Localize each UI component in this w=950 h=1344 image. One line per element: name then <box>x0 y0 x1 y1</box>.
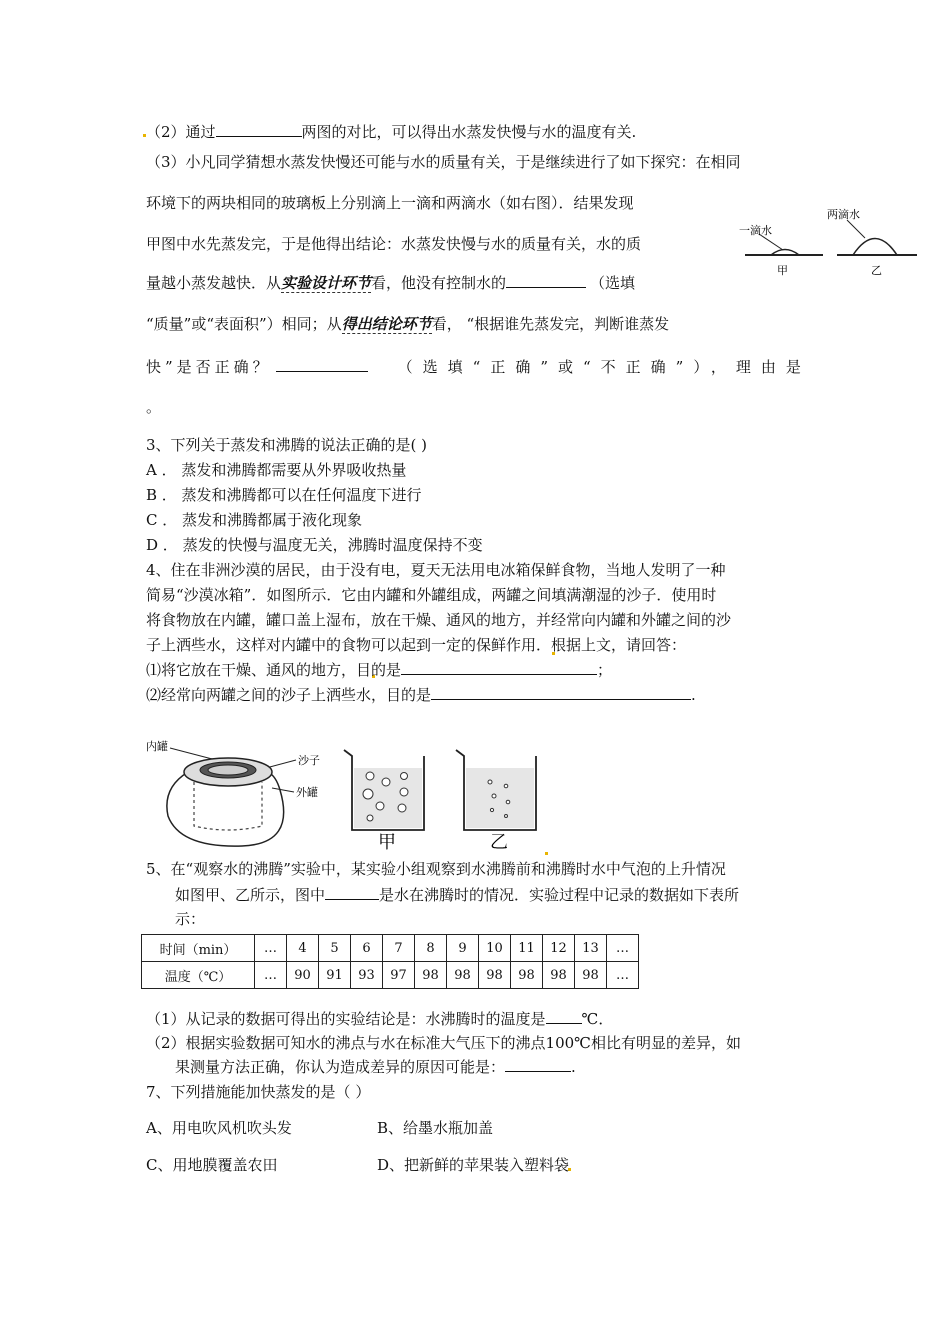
q2-sub3-line3: 甲图中水先蒸发完，于是他得出结论：水蒸发快慢与水的质量有关，水的质 <box>146 235 642 253</box>
q4-line1: 4、住在非洲沙漠的居民，由于没有电，夏天无法用电冰箱保鲜食物，当地人发明了一种 <box>146 561 726 579</box>
q3-option-a[interactable]: A ． 蒸发和沸腾都需要从外界吸收热量 <box>146 461 407 479</box>
answer-blank[interactable] <box>546 1008 582 1024</box>
table-cell: 98 <box>575 962 607 989</box>
answer-blank[interactable] <box>216 121 302 137</box>
q2-sub3-line6-b: （选填“正确”或“不正确”），理由是 <box>397 358 811 376</box>
beaker-jia <box>338 746 438 850</box>
q5-line3: 示： <box>175 910 206 928</box>
q3-option-b[interactable]: B ． 蒸发和沸腾都可以在任何温度下进行 <box>146 486 422 504</box>
q4-sub1 <box>146 659 612 681</box>
table-cell: 98 <box>479 962 511 989</box>
table-cell: 9 <box>447 935 479 962</box>
q2-sub3-line5-b: 看， “根据谁先蒸发完，判断谁蒸发 <box>431 315 670 333</box>
boiling-data-table <box>141 934 639 989</box>
label-inner-pot: 内罐 <box>146 740 168 753</box>
water-drop-figure <box>735 200 925 280</box>
emphasis-design: 实验设计环节 <box>281 274 372 292</box>
table-cell: 98 <box>543 962 575 989</box>
q7-stem: 7、下列措施能加快蒸发的是（ ） <box>146 1083 371 1101</box>
answer-blank[interactable] <box>506 272 586 288</box>
emphasis-conclusion: 得出结论环节 <box>341 315 432 333</box>
q5-sub2-line2-post: . <box>571 1058 576 1076</box>
q2-sub3-line5 <box>146 313 669 335</box>
q2-sub3-line6 <box>146 356 811 378</box>
q7-option-a[interactable]: A、用电吹风机吹头发 <box>146 1119 292 1137</box>
table-header-temp: 温度（℃） <box>142 962 255 989</box>
table-cell: 11 <box>511 935 543 962</box>
q5-sub1-pre: （1）从记录的数据可得出的实验结论是：水沸腾时的温度是 <box>146 1010 546 1028</box>
q4-sub2-post: . <box>691 686 696 704</box>
table-cell: 91 <box>319 962 351 989</box>
q4-sub1-post: ； <box>597 661 613 679</box>
q2-sub3-line4-a: 量越小蒸发越快．从 <box>146 274 282 292</box>
q2-sub3-line4 <box>146 272 635 294</box>
q2-sub3-line1: （3）小凡同学猜想水蒸发快慢还可能与水的质量有关，于是继续进行了如下探究：在相同 <box>146 153 741 171</box>
table-row-time <box>142 935 639 962</box>
q2-sub2-pre: （2）通过 <box>146 123 216 141</box>
answer-blank[interactable] <box>505 1056 571 1072</box>
q5-sub2-line1: （2）根据实验数据可知水的沸点与水在标准大气压下的沸点100℃相比有明显的差异，如 <box>146 1034 741 1052</box>
table-cell: 98 <box>447 962 479 989</box>
q5-sub2-line2-pre: 果测量方法正确，你认为造成差异的原因可能是： <box>175 1058 506 1076</box>
table-cell: 8 <box>415 935 447 962</box>
table-cell: 13 <box>575 935 607 962</box>
table-cell: 97 <box>383 962 415 989</box>
label-one-drop: 一滴水 <box>739 224 772 237</box>
table-row-temp <box>142 962 639 989</box>
answer-blank[interactable] <box>431 684 691 700</box>
table-cell: 5 <box>319 935 351 962</box>
beaker-yi <box>450 746 550 850</box>
q5-sub1-post: ℃． <box>581 1010 614 1028</box>
q2-sub3-line4-c: （选填 <box>590 274 636 292</box>
q5-line2-pre: 如图甲、乙所示，图中 <box>175 886 326 904</box>
table-cell: 98 <box>511 962 543 989</box>
q3-option-d[interactable]: D ． 蒸发的快慢与温度无关，沸腾时温度保持不变 <box>146 536 483 554</box>
q4-line3: 将食物放在内罐，罐口盖上湿布，放在干燥、通风的地方，并经常向内罐和外罐之间的沙 <box>146 611 732 629</box>
q5-line2-post: 是水在沸腾时的情况．实验过程中记录的数据如下表所 <box>379 886 740 904</box>
table-cell: 98 <box>415 962 447 989</box>
label-sand: 沙子 <box>298 754 320 767</box>
q4-sub1-pre: ⑴将它放在干燥、通风的地方，目的是 <box>146 661 402 679</box>
q2-sub3-line6-a: 快”是否正确？ <box>146 358 272 376</box>
beaker-yi-label: 乙 <box>490 832 508 850</box>
table-cell: … <box>255 935 287 962</box>
table-cell: 12 <box>543 935 575 962</box>
table-cell: 90 <box>287 962 319 989</box>
answer-blank[interactable] <box>325 884 379 900</box>
q2-sub2-post: 两图的对比，可以得出水蒸发快慢与水的温度有关. <box>301 123 637 141</box>
caption-jia: 甲 <box>777 264 788 277</box>
q5-sub2-line2 <box>175 1056 576 1078</box>
caption-yi: 乙 <box>871 264 882 277</box>
desert-fridge-figure <box>146 738 336 850</box>
q7-option-c[interactable]: C、用地膜覆盖农田 <box>146 1156 278 1174</box>
q4-sub2 <box>146 684 696 706</box>
q2-sub2-line <box>146 121 636 143</box>
q4-line4: 子上洒些水，这样对内罐中的食物可以起到一定的保鲜作用．根据上文，请回答： <box>146 636 687 654</box>
q7-option-b[interactable]: B、给墨水瓶加盖 <box>377 1119 494 1137</box>
table-cell: 10 <box>479 935 511 962</box>
label-two-drops: 两滴水 <box>827 208 860 221</box>
table-cell: … <box>607 935 639 962</box>
answer-blank[interactable] <box>401 659 597 675</box>
table-cell: 4 <box>287 935 319 962</box>
q2-sub3-line4-b: 看，他没有控制水的 <box>371 274 507 292</box>
q2-sub3-line2: 环境下的两块相同的玻璃板上分别滴上一滴和两滴水（如右图）．结果发现 <box>146 194 634 212</box>
table-cell: … <box>607 962 639 989</box>
speck <box>545 852 548 855</box>
q2-sub3-line5-a: “质量”或“表面积”）相同；从 <box>146 315 342 333</box>
q3-option-c[interactable]: C ． 蒸发和沸腾都属于液化现象 <box>146 511 363 529</box>
answer-blank[interactable] <box>276 356 368 372</box>
q4-sub2-pre: ⑵经常向两罐之间的沙子上洒些水，目的是 <box>146 686 432 704</box>
beaker-jia-label: 甲 <box>378 832 396 850</box>
q5-line1: 5、在“观察水的沸腾”实验中，某实验小组观察到水沸腾前和沸腾时水中气泡的上升情况 <box>146 860 726 878</box>
label-outer-pot: 外罐 <box>296 786 318 799</box>
q5-sub1 <box>146 1008 613 1030</box>
table-cell: 6 <box>351 935 383 962</box>
q7-option-d[interactable]: D、把新鲜的苹果装入塑料袋 <box>377 1156 570 1174</box>
q5-line2 <box>175 884 739 906</box>
table-cell: 7 <box>383 935 415 962</box>
table-cell: … <box>255 962 287 989</box>
q2-sub3-line7: 。 <box>146 398 162 416</box>
table-header-time: 时间（min） <box>142 935 255 962</box>
q4-line2: 简易“沙漠冰箱”．如图所示．它由内罐和外罐组成，两罐之间填满潮湿的沙子．使用时 <box>146 586 717 604</box>
q3-stem: 3、下列关于蒸发和沸腾的说法正确的是( ) <box>146 436 428 454</box>
table-cell: 93 <box>351 962 383 989</box>
